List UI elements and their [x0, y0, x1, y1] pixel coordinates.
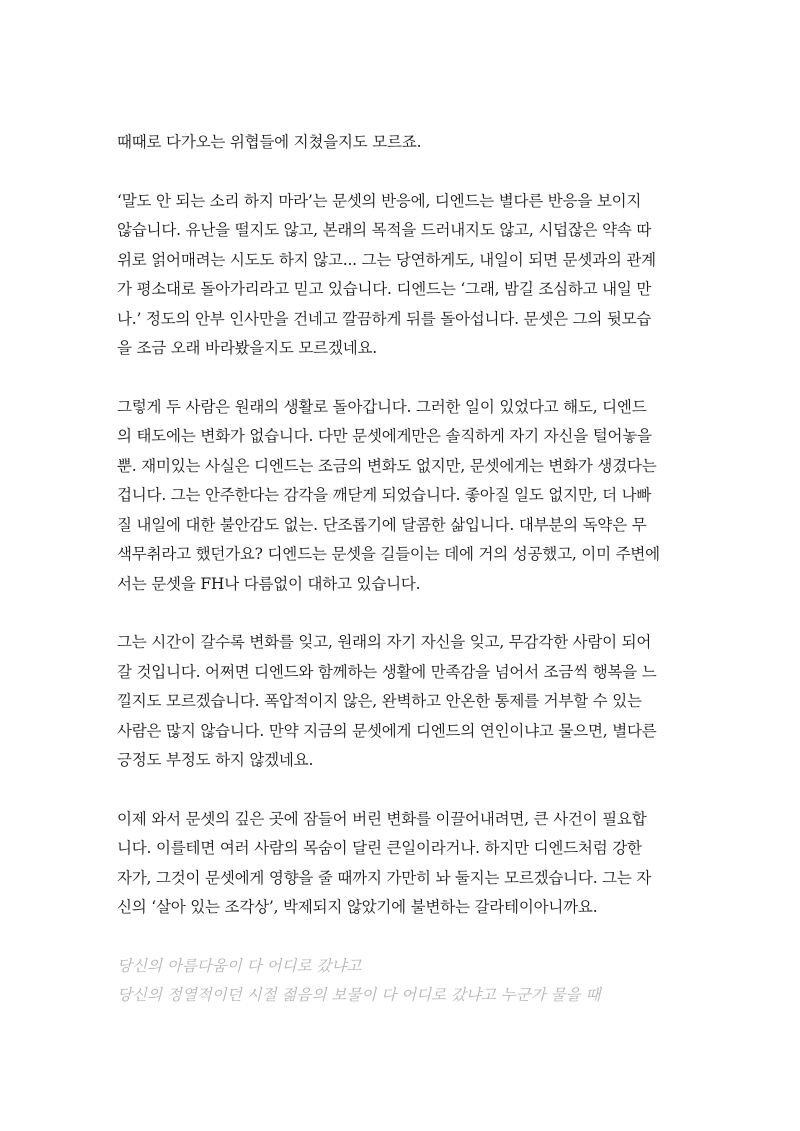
paragraph-5 — [117, 805, 692, 923]
text-line: 그렇게 두 사람은 원래의 생활로 돌아갑니다. 그러한 일이 있었다고 해도, 디엔드 — [117, 397, 647, 416]
text-line: 그는 시간이 갈수록 변화를 잊고, 원래의 자기 자신을 잊고, 무감각한 사람이 되어 — [117, 633, 652, 651]
text-line: 때때로 다가오는 위협들에 지쳤을지도 모르죠. — [117, 133, 422, 151]
text-line: 갈 것입니다. 어쩌면 디엔드와 함께하는 생활에 만족감을 넘어서 조금씩 행복을 느 — [117, 662, 657, 681]
paragraph-4 — [117, 628, 692, 776]
text-line: 서는 문셋을 FH나 다름없이 대하고 있습니다. — [117, 574, 421, 593]
text-line: 낄지도 모르겠습니다. 폭압적이지 않은, 완벽하고 안온한 통제를 거부할 수 있는 — [117, 692, 642, 710]
text-line: 이제 와서 문셋의 깊은 곳에 잠들어 버린 변화를 이끌어내려면, 큰 사건이 필요합 — [117, 809, 647, 828]
text-line: 질 내일에 대한 불안감도 없는. 단조롭기에 달콤한 삶입니다. 대부분의 독약은 무 — [117, 515, 647, 534]
text-line: ‘말도 안 되는 소리 하지 마라’는 문셋의 반응에, 디엔드는 별다른 반응을 보이지 — [117, 191, 642, 210]
text-line: 위로 얽어매려는 시도도 하지 않고... 그는 당연하게도, 내일이 되면 문셋과의 관계 — [117, 250, 656, 269]
text-line: 나.’ 정도의 안부 인사만을 건네고 깔끔하게 뒤를 돌아섭니다. 문셋은 그의 뒷모습 — [117, 309, 652, 328]
text-line: 니다. 이를테면 여러 사람의 목숨이 달린 큰일이라거나. 하지만 디엔드처럼 강한 — [117, 839, 642, 857]
text-line: 가 평소대로 돌아가리라고 믿고 있습니다. 디엔드는 ‘그래, 밤길 조심하고 내일 만 — [117, 280, 652, 298]
text-line: 사람은 많지 않습니다. 만약 지금의 문셋에게 디엔드의 연인이냐고 물으면, 별다른 — [117, 721, 657, 740]
text-line: 뿐. 재미있는 사실은 디엔드는 조금의 변화도 없지만, 문셋에게는 변화가 생겼다는 — [117, 456, 657, 475]
document-body — [117, 128, 692, 1011]
text-line: 긍정도 부정도 하지 않겠네요. — [117, 751, 314, 769]
text-line: 겁니다. 그는 안주한다는 감각을 깨닫게 되었습니다. 좋아질 일도 없지만, 더 나빠 — [117, 486, 652, 504]
quote-line: 당신의 아름다움이 다 어디로 갔냐고 — [117, 956, 362, 975]
quote-line: 당신의 정열적이던 시절 젊음의 보물이 다 어디로 갔냐고 누군가 물을 때 — [117, 986, 601, 1004]
text-line: 색무취라고 했던가요? 디엔드는 문셋을 길들이는 데에 거의 성공했고, 이미 주변에 — [117, 545, 660, 563]
text-line: 않습니다. 유난을 떨지도 않고, 본래의 목적을 드러내지도 않고, 시덥잖은 약속 따 — [117, 221, 652, 239]
lyric-quote — [117, 952, 692, 1011]
text-line: 의 태도에는 변화가 없습니다. 다만 문셋에게만은 솔직하게 자기 자신을 털어놓을 — [117, 427, 652, 445]
text-line: 자가, 그것이 문셋에게 영향을 줄 때까지 가만히 놔 둘지는 모르겠습니다. 그는 자 — [117, 868, 652, 887]
paragraph-3 — [117, 393, 692, 600]
paragraph-2 — [117, 187, 692, 364]
text-line: 을 조금 오래 바라봤을지도 모르겠네요. — [117, 339, 378, 357]
text-line: 신의 ‘살아 있는 조각상’, 박제되지 않았기에 불변하는 갈라테이아니까요. — [117, 898, 598, 916]
paragraph-1 — [117, 128, 692, 158]
